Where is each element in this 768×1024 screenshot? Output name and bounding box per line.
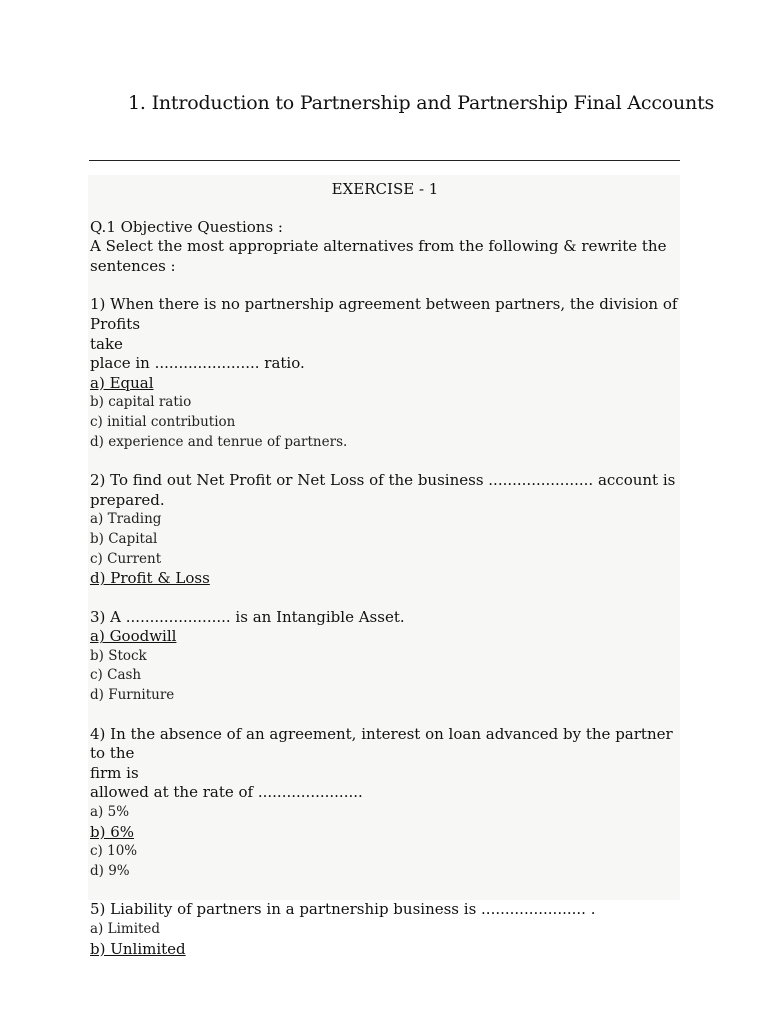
document-content	[90, 180, 680, 959]
option-list	[90, 510, 680, 588]
instruction-line: A Select the most appropriate alternatives from the following & rewrite the	[90, 237, 667, 256]
answer-option: c) 10%	[90, 843, 138, 860]
answer-option: a) Trading	[90, 511, 162, 528]
answer-option: d) Furniture	[90, 687, 175, 704]
answer-option: a) Limited	[90, 921, 161, 937]
page-title: 1. Introduction to Partnership and Partnership Final Accounts	[128, 92, 715, 114]
answer-option: d) experience and tenrue of partners.	[90, 433, 348, 450]
question-1	[90, 295, 680, 452]
correct-answer-option: a) Goodwill	[90, 627, 177, 646]
answer-option: c) initial contribution	[90, 413, 236, 430]
option-list	[90, 627, 680, 705]
spacer	[90, 452, 680, 471]
spacer	[90, 589, 680, 608]
question-text: firm is	[90, 763, 139, 782]
question-5	[90, 900, 680, 959]
answer-option: c) Cash	[90, 667, 142, 684]
section-header	[90, 218, 680, 277]
question-list	[90, 276, 680, 959]
exercise-heading: EXERCISE - 1	[331, 180, 439, 198]
question-text: 1) When there is no partnership agreement between partners, the division of Profits	[90, 295, 678, 333]
question-text: 3) A ...................... is an Intangible Asset.	[90, 607, 405, 626]
question-text: allowed at the rate of ......................	[90, 783, 363, 802]
question-text: 4) In the absence of an agreement, interest on loan advanced by the partner to the	[90, 724, 673, 763]
answer-option: c) Current	[90, 550, 162, 567]
correct-answer-option: b) Unlimited	[90, 939, 186, 958]
answer-option: a) 5%	[90, 804, 130, 821]
spacer	[90, 881, 680, 900]
correct-answer-option: d) Profit & Loss	[90, 569, 210, 588]
instruction-line: sentences :	[90, 256, 176, 275]
spacer	[90, 706, 680, 725]
question-text: 5) Liability of partners in a partnership business is ...................... .	[90, 900, 596, 919]
correct-answer-option: b) 6%	[90, 822, 135, 841]
question-2	[90, 471, 680, 589]
option-list	[90, 920, 680, 959]
question-3	[90, 608, 680, 706]
option-list	[90, 374, 680, 452]
answer-option: b) Stock	[90, 647, 147, 664]
answer-option: b) capital ratio	[90, 394, 192, 411]
question-text: place in ...................... ratio.	[90, 354, 305, 373]
question-text: take	[90, 334, 123, 353]
question-text: 2) To find out Net Profit or Net Loss of the business ...................... account is prepared.	[90, 471, 676, 509]
correct-answer-option: a) Equal	[90, 373, 154, 392]
option-list	[90, 803, 680, 881]
title-divider	[89, 160, 680, 161]
spacer	[90, 276, 680, 295]
section-heading: Q.1 Objective Questions :	[90, 217, 283, 236]
answer-option: d) 9%	[90, 862, 130, 879]
answer-option: b) Capital	[90, 530, 158, 547]
question-4	[90, 725, 680, 882]
title-area	[0, 0, 768, 150]
